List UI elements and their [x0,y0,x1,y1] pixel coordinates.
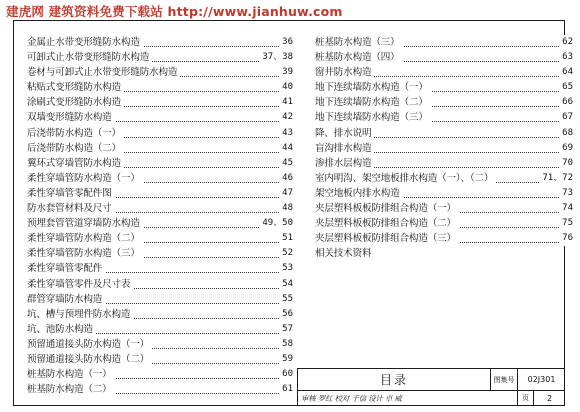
toc-entry-page: 61 [279,382,293,397]
toc-entry [315,231,573,246]
toc-entry-page: 70 [559,156,573,171]
toc-entry-title: 相关技术资料 [315,246,374,261]
toc-entry-title: 架空地板内排水构造 [315,186,403,201]
toc-entry [27,110,293,125]
toc-entry [27,322,293,337]
signature-text: 审核 罗红 校对 于信 设计 卓 威 [301,394,402,403]
page-number: 2 [546,394,553,403]
toc-entry [27,156,293,171]
toc-entry-title: 柔性穿墙管防水构造（三） [27,246,143,261]
toc-right-column [315,35,573,261]
toc-entry [315,95,573,110]
toc-entry-title: 卷材与可卸式止水带变形缝防水构造 [27,65,180,80]
toc-entry-page: 76 [559,231,573,246]
toc-entry [27,216,293,231]
toc-entry-page: 39 [279,65,293,80]
toc-entry-page: 40 [279,80,293,95]
toc-entry-page: 41 [279,95,293,110]
toc-entry-title: 坑、池防水构造 [27,322,96,337]
toc-entry-title: 金属止水带变形缝防水构造 [27,35,143,50]
toc-entry-page: 52 [279,246,293,261]
toc-entry-title: 双墙变形缝防水构造 [27,110,115,125]
toc-entry-page: 75 [559,216,573,231]
title-block [297,368,564,405]
toc-entry [315,201,573,216]
toc-left-column [27,35,293,397]
toc-entry-page: 68 [559,126,573,141]
set-number-label: 图集号 [491,369,518,391]
toc-entry-title: 柔性穿墙管防水构造（一） [27,171,143,186]
toc-entry-title: 夹层塑料板板防排组合构造（三） [315,231,459,246]
toc-entry-page: 69 [559,141,573,156]
watermark-text: 建虎网 建筑资料免费下载站 http://www.jianhuw.com [6,4,343,19]
toc-entry [315,80,573,95]
toc-entry-title: 后浇带防水构造（二） [27,141,124,156]
toc-entry-page: 51 [279,231,293,246]
toc-entry [27,352,293,367]
toc-entry [27,201,293,216]
toc-entry [27,382,293,397]
sheet-title: 目录 [298,369,491,391]
toc-entry-page: 63 [559,50,573,65]
toc-entry-title: 桩基防水构造（四） [315,50,403,65]
toc-entry [27,277,293,292]
toc-entry-title: 柔性穿墙管零配件 [27,261,105,276]
toc-entry-title: 桩基防水构造（一） [27,367,115,382]
toc-entry [27,292,293,307]
toc-entry [27,171,293,186]
toc-entry-title: 桩基防水构造（二） [27,382,115,397]
toc-entry [27,367,293,382]
toc-entry [27,95,293,110]
toc-entry-page: 44 [279,141,293,156]
toc-entry-title: 柔性穿墙管零件及尺寸表 [27,277,133,292]
toc-entry-title: 群管穿墙防水构造 [27,292,105,307]
toc-entry [315,35,573,50]
toc-entry [27,141,293,156]
toc-entry [27,246,293,261]
toc-entry-page: 74 [559,201,573,216]
toc-entry [27,231,293,246]
toc-entry-page: 58 [279,337,293,352]
toc-entry-title: 预留通道接头防水构造（二） [27,352,152,367]
toc-entry [27,35,293,50]
toc-entry-page: 59 [279,352,293,367]
toc-entry-title: 翼环式穿墙管防水构造 [27,156,124,171]
toc-entry-title: 涂刷式变形缝防水构造 [27,95,124,110]
toc-entry-page: 66 [559,95,573,110]
toc-entry-title: 室内明沟、架空地板排水构造（一）、（二） [315,171,496,186]
toc-entry [315,156,573,171]
toc-entry-page: 43 [279,126,293,141]
toc-entry-title: 预留通道接头防水构造（一） [27,337,152,352]
toc-entry-page: 49、50 [259,216,293,231]
toc-entry-page: 62 [559,35,573,50]
toc-entry-title: 可卸式止水带变形缝防水构造 [27,50,152,65]
toc-entry [27,186,293,201]
toc-entry-title: 坑、槽与预埋件防水构造 [27,307,133,322]
toc-entry-page: 60 [279,367,293,382]
toc-entry-title: 盲沟排水构造 [315,141,374,156]
toc-entry-title: 柔性穿墙管零配件图 [27,186,115,201]
toc-entry-page: 47 [279,186,293,201]
toc-entry-title: 后浇带防水构造（一） [27,126,124,141]
toc-entry-page: 65 [559,80,573,95]
toc-entry-page: 46 [279,171,293,186]
toc-entry-title: 粘贴式变形缝防水构造 [27,80,124,95]
toc-entry [315,65,573,80]
toc-entry-title: 渗排水层构造 [315,156,374,171]
drawing-frame [13,20,573,406]
toc-entry-title: 夹层塑料板板防排组合构造（二） [315,216,459,231]
toc-entry-title: 桩基防水构造（三） [315,35,403,50]
toc-entry [27,65,293,80]
toc-entry [27,307,293,322]
toc-entry-page: 37、38 [259,50,293,65]
toc-entry-title: 窗井防水构造 [315,65,374,80]
toc-entry [315,50,573,65]
toc-entry-page: 48 [279,201,293,216]
toc-entry [27,126,293,141]
toc-entry-page: 53 [279,261,293,276]
toc-entry-title: 预埋套管管道穿墙防水构造 [27,216,143,231]
toc-entry-title: 地下连续墙防水构造（三） [315,110,431,125]
toc-entry-title: 夹层塑料板板防排组合构造（一） [315,201,459,216]
toc-entry-title: 降、排水说明 [315,126,374,141]
toc-entry-page: 54 [279,277,293,292]
toc-entry-page: 56 [279,307,293,322]
toc-entry [27,337,293,352]
toc-entry-title: 柔性穿墙管防水构造（二） [27,231,143,246]
page-label: 页 [518,391,534,406]
toc-entry-page: 42 [279,110,293,125]
toc-entry-page: 67 [559,110,573,125]
toc-entry [315,126,573,141]
toc-entry [315,110,573,125]
toc-entry-title: 防水套管材料及尺寸 [27,201,115,216]
toc-entry-page: 71、72 [539,171,573,186]
toc-entry [27,50,293,65]
signature-row [298,391,518,406]
toc-entry-page: 64 [559,65,573,80]
toc-entry [315,246,573,261]
toc-entry-page: 36 [279,35,293,50]
toc-entry [315,141,573,156]
toc-entry [27,261,293,276]
toc-entry-page: 45 [279,156,293,171]
toc-entry [315,171,573,186]
toc-entry-page: 73 [559,186,573,201]
toc-entry-title: 地下连续墙防水构造（一） [315,80,431,95]
toc-entry-title: 地下连续墙防水构造（二） [315,95,431,110]
toc-entry [315,216,573,231]
toc-entry [27,80,293,95]
toc-entry [315,186,573,201]
toc-entry-page: 57 [279,322,293,337]
set-number: 02J301 [518,369,565,391]
toc-entry-page: 55 [279,292,293,307]
